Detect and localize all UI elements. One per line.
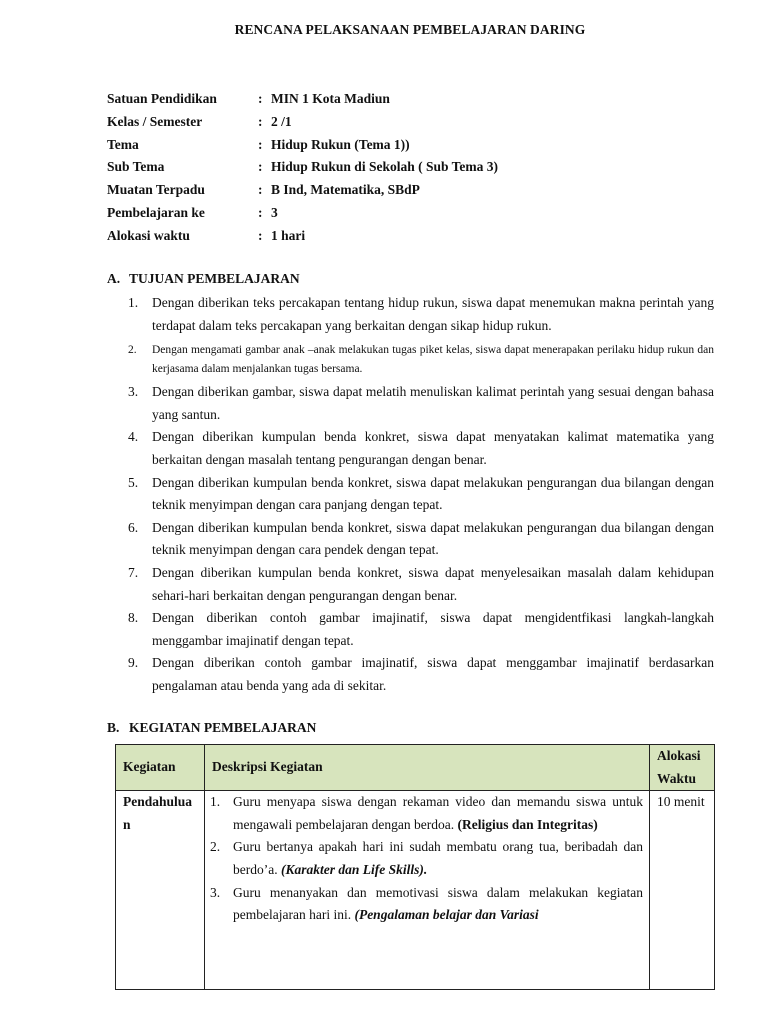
identity-row: Sub Tema : Hidup Rukun di Sekolah ( Sub Tema 3) bbox=[107, 156, 727, 179]
identity-label: Satuan Pendidikan bbox=[107, 91, 217, 106]
item-number: 1. bbox=[128, 295, 139, 310]
list-item bbox=[128, 472, 714, 517]
step-number: 3. bbox=[210, 884, 221, 900]
identity-row: Tema : Hidup Rukun (Tema 1)) bbox=[107, 134, 727, 157]
time-value: 10 menit bbox=[657, 794, 705, 810]
identity-label: Sub Tema bbox=[107, 159, 165, 175]
item-number: 5. bbox=[128, 474, 139, 490]
item-number: 6. bbox=[128, 519, 139, 535]
item-number: 8. bbox=[128, 610, 139, 626]
identity-row: Pembelajaran ke : 3 bbox=[107, 202, 727, 225]
identity-row: Alokasi waktu : 1 hari bbox=[107, 225, 727, 248]
header-description: Deskripsi Kegiatan bbox=[205, 745, 650, 791]
identity-value: MIN 1 Kota Madiun bbox=[271, 91, 390, 106]
step-number: 1. bbox=[210, 794, 221, 810]
identity-value: 2 /1 bbox=[271, 113, 292, 129]
item-number: 2. bbox=[128, 344, 137, 357]
step-text: Guru bertanya apakah hari ini sudah membatu orang tua, beribadah dan berdo’a. bbox=[233, 839, 643, 877]
identity-label: Tema bbox=[107, 136, 139, 152]
identity-row: Kelas / Semester : 2 /1 bbox=[107, 111, 727, 134]
section-letter: B. bbox=[107, 720, 120, 735]
item-text: Dengan diberikan kumpulan benda konkret, siswa dapat melakukan pengurangan dua bilangan dengan teknik menyimpan dengan cara pendek dengan tepat. bbox=[152, 519, 714, 558]
table-row bbox=[116, 791, 715, 990]
item-number: 9. bbox=[128, 655, 139, 671]
identity-row: Satuan Pendidikan : MIN 1 Kota Madiun bbox=[107, 88, 727, 111]
item-number: 4. bbox=[128, 429, 139, 445]
list-item bbox=[128, 607, 714, 652]
objectives-list bbox=[128, 292, 714, 698]
activity-name: Pendahuluan bbox=[123, 794, 193, 832]
item-text: Dengan diberikan kumpulan benda konkret, siswa dapat melakukan pengurangan dua bilangan dengan teknik menyimpan dengan cara panjang dengan tepat. bbox=[152, 474, 714, 513]
item-number: 7. bbox=[128, 564, 139, 580]
item-text: Dengan diberikan gambar, siswa dapat melatih menuliskan kalimat perintah yang sesuai dengan bahasa yang santun. bbox=[152, 384, 714, 422]
section-letter: A. bbox=[107, 271, 121, 286]
section-title: TUJUAN PEMBELAJARAN bbox=[129, 271, 300, 286]
section-title: KEGIATAN PEMBELAJARAN bbox=[129, 720, 317, 735]
list-item bbox=[128, 292, 714, 337]
step-emphasis: (Religius dan Integritas) bbox=[457, 816, 598, 832]
identity-label: Muatan Terpadu bbox=[107, 182, 205, 198]
identity-block bbox=[107, 88, 727, 248]
identity-value: B Ind, Matematika, SBdP bbox=[271, 182, 420, 198]
list-item bbox=[210, 836, 643, 881]
list-item bbox=[128, 652, 714, 697]
list-item bbox=[128, 517, 714, 562]
document-title: RENCANA PELAKSANAAN PEMBELAJARAN DARING bbox=[234, 22, 586, 37]
identity-value: Hidup Rukun (Tema 1)) bbox=[271, 136, 410, 152]
header-activity: Kegiatan bbox=[116, 745, 205, 791]
list-item bbox=[128, 381, 714, 426]
identity-value: Hidup Rukun di Sekolah ( Sub Tema 3) bbox=[271, 159, 498, 175]
header-time: Alokasi Waktu bbox=[650, 745, 715, 791]
activities-table bbox=[115, 744, 715, 990]
table-header-row bbox=[116, 745, 715, 791]
list-item bbox=[128, 562, 714, 607]
step-number: 2. bbox=[210, 839, 221, 855]
item-text: Dengan diberikan contoh gambar imajinatif, siswa dapat menggambar imajinatif berdasarkan pengalaman atau benda yang ada di sekitar. bbox=[152, 655, 714, 693]
list-item bbox=[128, 426, 714, 471]
identity-row: Muatan Terpadu : B Ind, Matematika, SBdP bbox=[107, 179, 727, 202]
item-text: Dengan diberikan contoh gambar imajinatif, siswa dapat mengidentfikasi langkah-langkah menggambar imajinatif dengan tepat. bbox=[152, 610, 714, 648]
item-text: Dengan diberikan kumpulan benda konkret, siswa dapat menyatakan kalimat matematika yang berkaitan dengan masalah tentang pengurangan dengan benar. bbox=[152, 429, 714, 467]
identity-value: 1 hari bbox=[271, 227, 306, 243]
activity-cell bbox=[116, 791, 205, 990]
item-text: Dengan mengamati gambar anak –anak melakukan tugas piket kelas, siswa dapat menerapakan perilaku hidup rukun dan kerjasama dalam menjalankan tugas bersama. bbox=[152, 344, 714, 376]
time-cell bbox=[650, 791, 715, 990]
identity-label: Pembelajaran ke bbox=[107, 204, 205, 220]
item-number: 3. bbox=[128, 384, 139, 400]
identity-label: Alokasi waktu bbox=[107, 227, 190, 243]
step-text: Guru menanyakan dan memotivasi siswa dalam melakukan kegiatan pembelajaran hari ini. bbox=[233, 884, 643, 923]
section-a-heading bbox=[107, 271, 300, 287]
list-item bbox=[210, 791, 643, 836]
step-emphasis: (Karakter dan Life Skills). bbox=[280, 861, 428, 877]
item-text: Dengan diberikan teks percakapan tentang hidup rukun, siswa dapat menemukan makna perintah yang terdapat dalam teks percakapan yang berkaitan dengan sikap hidup rukun. bbox=[152, 295, 714, 333]
section-b-heading bbox=[107, 720, 316, 736]
list-item bbox=[128, 341, 714, 379]
identity-label: Kelas / Semester bbox=[107, 113, 203, 129]
step-emphasis: (Pengalaman belajar dan Variasi bbox=[354, 907, 539, 923]
description-cell bbox=[205, 791, 650, 990]
identity-value: 3 bbox=[271, 204, 278, 220]
list-item bbox=[210, 882, 643, 927]
step-text: Guru menyapa siswa dengan rekaman video dan memandu siswa untuk mengawali pembelajaran dengan berdoa. bbox=[233, 794, 643, 832]
item-text: Dengan diberikan kumpulan benda konkret, siswa dapat menyelesaikan masalah dalam kehidupan sehari-hari berkaitan dengan pengurangan dengan benar. bbox=[152, 564, 714, 603]
